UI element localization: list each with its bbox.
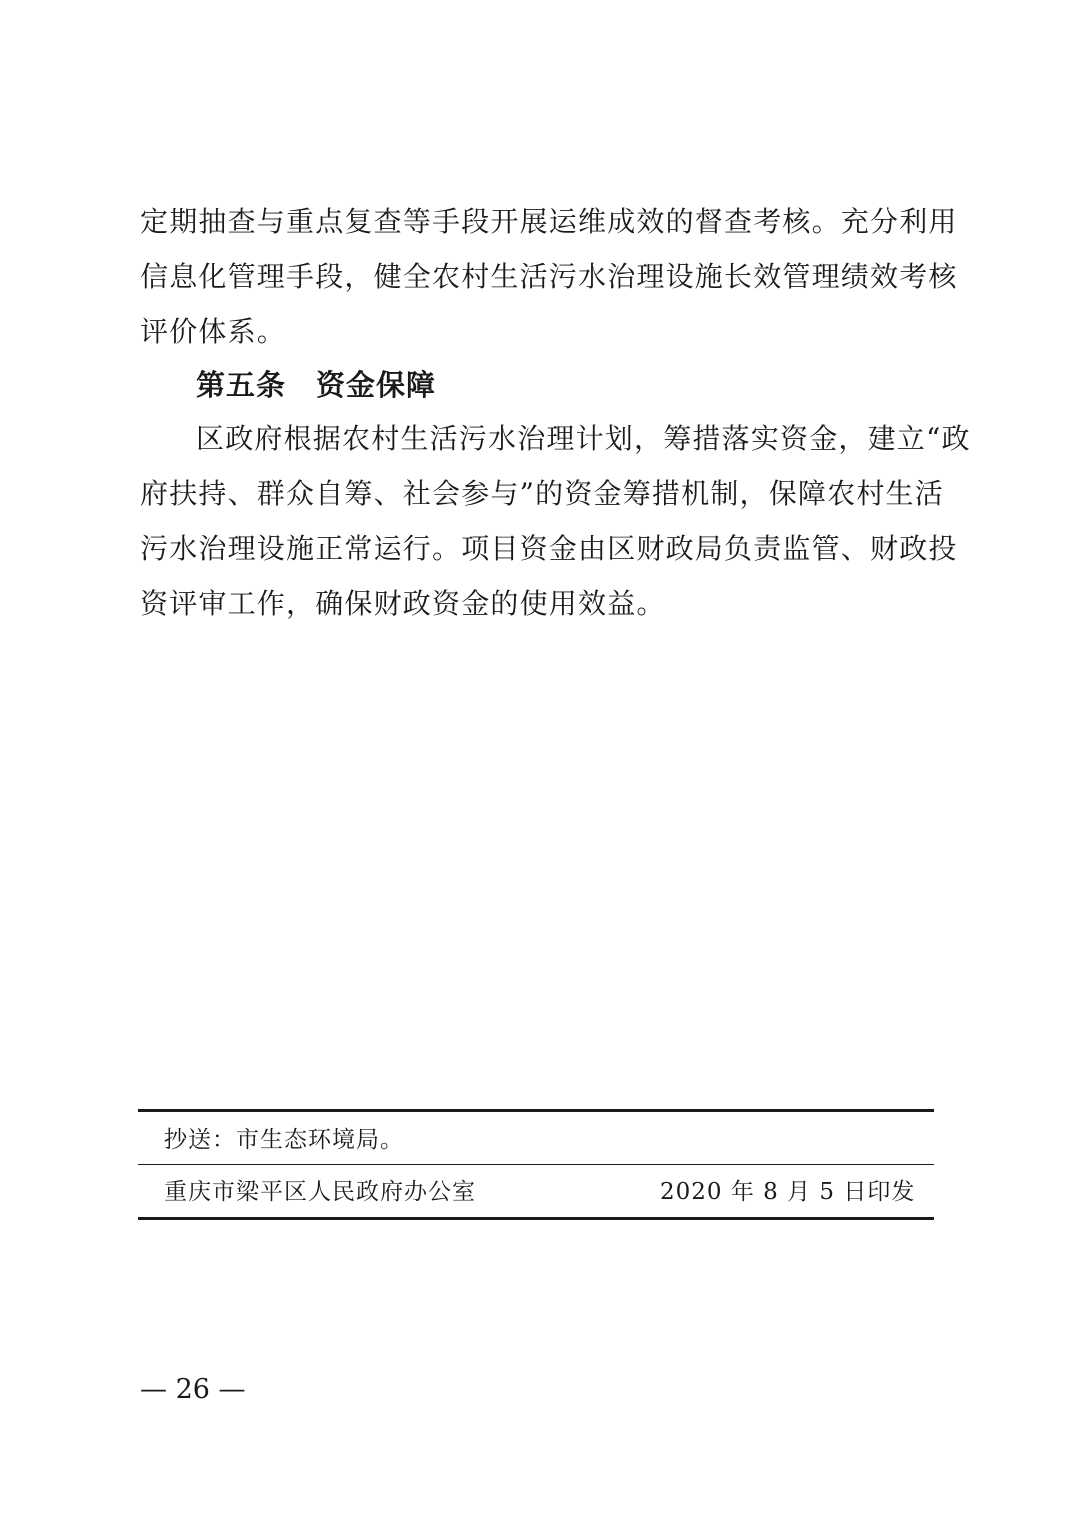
- paragraph-line: 府扶持、群众自筹、社会参与”的资金筹措机制，保障农村生活: [140, 477, 944, 510]
- issue-date: 2020 年 8 月 5 日印发: [660, 1179, 916, 1205]
- paragraph-line: 区政府根据农村生活污水治理计划，筹措落实资金，建立“政: [196, 422, 971, 455]
- paragraph-line: 定期抽查与重点复查等手段开展运维成效的督查考核。充分利用: [140, 205, 958, 238]
- page-number: — 26 —: [140, 1374, 246, 1405]
- footer-top-rule: [138, 1109, 934, 1112]
- cc-line: 抄送：市生态环境局。: [164, 1127, 404, 1153]
- paragraph-line: 信息化管理手段，健全农村生活污水治理设施长效管理绩效考核: [140, 260, 958, 293]
- paragraph-line: 评价体系。: [140, 315, 287, 348]
- paragraph-line: 资评审工作，确保财政资金的使用效益。: [140, 587, 666, 620]
- footer-bottom-rule: [138, 1217, 934, 1220]
- footer-middle-rule: [138, 1164, 934, 1165]
- issuer-name: 重庆市梁平区人民政府办公室: [164, 1179, 476, 1205]
- section-heading: 第五条 资金保障: [196, 368, 437, 402]
- paragraph-line: 污水治理设施正常运行。项目资金由区财政局负责监管、财政投: [140, 532, 958, 565]
